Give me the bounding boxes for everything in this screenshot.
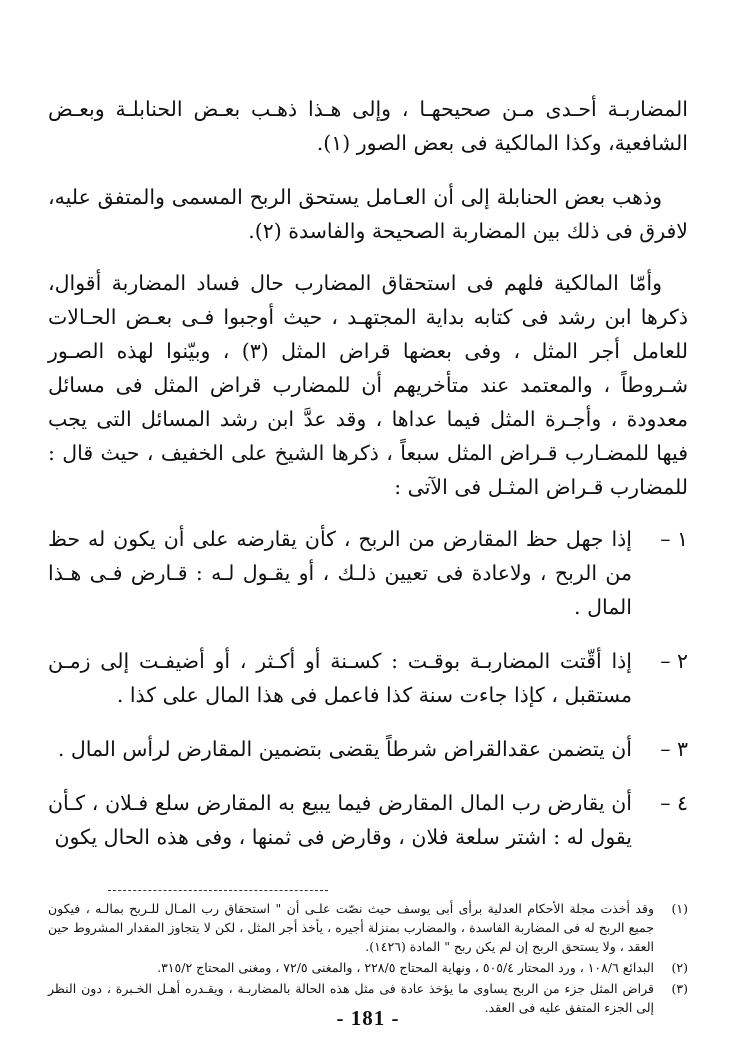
page-number: - 181 -: [336, 1006, 400, 1030]
footnote-text: وقد أخذت مجلة الأحكام العدلية برأى أبى يوسف حيث نصّت علـى أن " استحقاق رب المـال للـربح بمالـه ، فيكون جميع الربح له فى المضاربة الفاسدة ، والمضارب بمنزلة أجيره ، يأخذ أجر المثل ، لكن لا يتجاوز المقدار المشروط حين العقد ، ولا يستحق الربح إن لم يكن ربح " المادة (١٤٢٦).: [48, 901, 654, 954]
list-item-number: ٤ –: [660, 791, 688, 815]
footnote-number: (٢): [671, 960, 688, 975]
footnote: [48, 899, 688, 956]
list-item: [48, 786, 688, 854]
list-item-number: ٣ –: [660, 737, 688, 761]
list-item-number: ٢ –: [660, 649, 688, 673]
list-item-number: ١ –: [660, 527, 688, 551]
footnote-text: البدائع ١٠٨/٦ ، ورد المحتار ٥٠٥/٤ ، ونهاية المحتاج ٢٢٨/٥ ، والمغنى ٧٢/٥ ، ومغنى المحتاج ٣١٥/٢.: [157, 960, 654, 975]
list-item: [48, 644, 688, 712]
footnote: [48, 958, 688, 977]
footnote-text: قراض المثل جزء من الربح يساوى ما يؤخذ عادة فى مثل هذه الحالة بالمضاربـة ، ويقـدره أهـل الخـبرة ، دون النظر إلى الجزء المتفق عليه فى العقد.: [48, 981, 654, 1015]
footnote-number: (٣): [671, 981, 688, 996]
paragraph-2: وذهب بعض الحنابلة إلى أن العـامل يستحق الربح المسمى والمتفق عليه، لافرق فى ذلك بين المضاربة الصحيحة والفاسدة (٢).: [48, 185, 688, 243]
list-item-text: إذا جهل حظ المقارض من الربح ، كأن يقارضه على أن يكون له حظ من الربح ، ولاعادة فى تعيين ذلـك ، أو يقـول لـه : قـارض فـى هـذا المال .: [48, 527, 632, 619]
paragraph-3: وأمّا المالكية فلهم فى استحقاق المضارب حال فساد المضاربة أقوال، ذكرها ابن رشد فى كتابه بداية المجتهـد ، حيث أوجبوا فـى بعـض الحـالات للعامل أجر المثل ، وفى بعضها قراض المثل (٣) ، وبيّنوا لهذه الصـور شـروطاً ، والمعتمد عند متأخريهم أن للمضارب قراض المثل فى مسائل معدودة ، وأجـرة المثل فيما عداها ، وقد عدَّ ابن رشد المسائل التى يجب فيها للمضـارب قـراض المثل سبعاً ، ذكرها الشيخ على الخفيف ، حيث قال : للمضارب قـراض المثـل فى الآتى :: [48, 271, 688, 499]
list-item-text: أن يقارض رب المال المقارض فيما يبيع به المقارض سلع فـلان ، كـأن يقول له : اشتر سلعة فلان ، وقارض فى ثمنها ، وفى هذه الحال يكون: [48, 791, 632, 849]
page-body: [48, 92, 688, 1057]
footnote-separator-wrap: [48, 874, 688, 899]
list-item-text: أن يتضمن عقدالقراض شرطاً يقضى بتضمين المقارض لرأس المال .: [57, 737, 632, 761]
conditions-list: [48, 522, 688, 854]
footnote-separator: [108, 890, 328, 891]
list-item: [48, 522, 688, 624]
paragraph-1: المضاربـة أحـدى مـن صحيحهـا ، وإلى هـذا ذهـب بعـض الحنابلـة وبعـض الشافعية، وكذا المالكية فى بعض الصور (١).: [48, 97, 688, 155]
footnote-number: (١): [671, 901, 688, 916]
list-item-text: إذا أقّتت المضاربـة بوقـت : كسـنة أو أكـثر ، أو أضيفـت إلى زمـن مستقبل ، كإذا جاءت سنة كذا فاعمل فى هذا المال على كذا .: [48, 649, 632, 707]
list-item: [48, 732, 688, 766]
footnotes: [48, 899, 688, 1017]
